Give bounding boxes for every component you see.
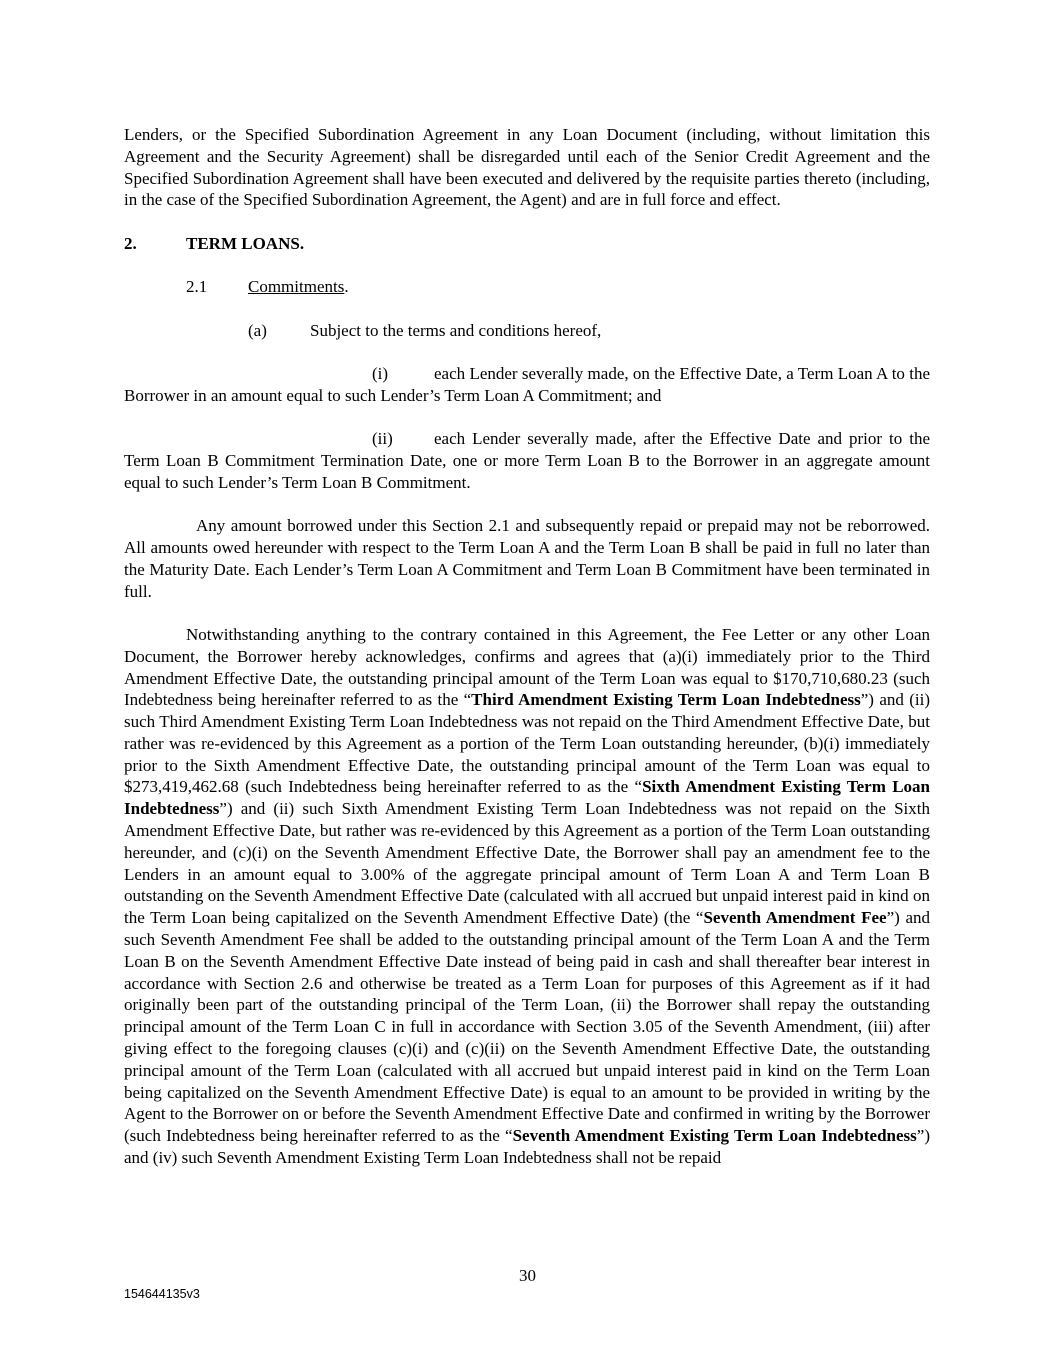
- clause-ii: [124, 428, 930, 493]
- clause-a-text: Subject to the terms and conditions hereof,: [310, 320, 602, 340]
- defined-term-seventh-amendment-indebtedness: Seventh Amendment Existing Term Loan Indebtedness: [512, 1126, 917, 1146]
- subsection-heading: [186, 276, 930, 298]
- clause-a: [248, 320, 930, 342]
- notwithstanding-text-1: Notwithstanding anything to the contrary contained in this Agreement, the Fee Letter or any other Loan Document, the Borrower hereby acknowledges, confirms and agrees that (a)(i) immediately prior to the Third Amendment Effective Date, the outstanding principal amount of the Term Loan was equal to $170,710,680.23 (such Indebtedness being hereinafter referred to as the “: [124, 624, 930, 710]
- continuation-paragraph: Lenders, or the Specified Subordination Agreement in any Loan Document (including, without limitation this Agreement and the Security Agreement) shall be disregarded until each of the Senior Credit Agreement and the Specified Subordination Agreement shall have been executed and delivered by the requisite parties thereto (including, in the case of the Specified Subordination Agreement, the Agent) and are in full force and effect.: [124, 125, 930, 210]
- clause-i-text: each Lender severally made, on the Effective Date, a Term Loan A to the Borrower in an amount equal to such Lender’s Term Loan A Commitment; and: [124, 363, 930, 405]
- notwithstanding-paragraph: [124, 624, 930, 1169]
- notwithstanding-text-5: ”) and (iv) such Seventh Amendment Existing Term Loan Indebtedness shall not be repaid: [124, 1126, 931, 1168]
- section-number: 2.: [124, 233, 137, 253]
- subsection-title-suffix: .: [344, 277, 349, 297]
- subsection-title: Commitments: [248, 277, 345, 297]
- clause-ii-text: each Lender severally made, after the Effective Date and prior to the Term Loan B Commitment Termination Date, one or more Term Loan B to the Borrower in an aggregate amount equal to such Lender’s Term Loan B Commitment.: [124, 429, 930, 492]
- clause-i-label: (i): [372, 363, 389, 383]
- notwithstanding-text-4: ”) and such Seventh Amendment Fee shall be added to the outstanding principal amount of the Term Loan A and the Term Loan B on the Seventh Amendment Effective Date instead of being paid in cash and shall thereafter bear interest in accordance with Section 2.6 and otherwise be treated as a Term Loan for purposes of this Agreement as if it had originally been part of the outstanding principal of the Term Loan, (ii) the Borrower shall repay the outstanding principal amount of the Term Loan C in full in accordance with Section 3.05 of the Seventh Amendment, (iii) after giving effect to the foregoing clauses (c)(i) and (c)(ii) on the Seventh Amendment Effective Date, the outstanding principal amount of the Term Loan (calculated with all accrued but unpaid interest paid in kind on the Term Loan being capitalized on the Seventh Amendment Effective Date) is equal to an amount to be provided in writing by the Agent to the Borrower on or before the Seventh Amendment Effective Date and confirmed in writing by the Borrower (such Indebtedness being hereinafter referred to as the “: [124, 908, 930, 1146]
- defined-term-sixth-amendment: Sixth Amendment Existing Term Loan Indebtedness: [124, 777, 930, 819]
- clause-i: [124, 363, 930, 407]
- subsection-number: 2.1: [186, 277, 208, 297]
- page-number: 30: [519, 1266, 536, 1285]
- section-heading: [124, 233, 930, 255]
- clause-a-label: (a): [248, 320, 267, 340]
- notwithstanding-text-3: ”) and (ii) such Sixth Amendment Existing Term Loan Indebtedness was not repaid on the Sixth Amendment Effective Date, but rather was re-evidenced by this Agreement as a portion of the Term Loan outstanding hereunder, and (c)(i) on the Seventh Amendment Effective Date, the Borrower shall pay an amendment fee to the Lenders in an amount equal to 3.00% of the aggregate principal amount of Term Loan A and Term Loan B outstanding on the Seventh Amendment Effective Date (calculated with all accrued but unpaid interest paid in kind on the Term Loan being capitalized on the Seventh Amendment Effective Date) (the “: [124, 799, 930, 928]
- document-page: [124, 124, 930, 1190]
- defined-term-seventh-amendment-fee: Seventh Amendment Fee: [703, 908, 887, 928]
- document-id: 154644135v3: [124, 1287, 200, 1301]
- section-title: TERM LOANS.: [186, 233, 305, 253]
- notwithstanding-text-2: ”) and (ii) such Third Amendment Existing Term Loan Indebtedness was not repaid on the Third Amendment Effective Date, but rather was re-evidenced by this Agreement as a portion of the Term Loan outstanding hereunder, (b)(i) immediately prior to the Sixth Amendment Effective Date, the outstanding principal amount of the Term Loan was equal to $273,419,462.68 (such Indebtedness being hereinafter referred to as the “: [124, 690, 930, 797]
- defined-term-third-amendment: Third Amendment Existing Term Loan Indebtedness: [471, 690, 861, 710]
- any-amount-paragraph: Any amount borrowed under this Section 2.1 and subsequently repaid or prepaid may not be reborrowed. All amounts owed hereunder with respect to the Term Loan A and the Term Loan B shall be paid in full no later than the Maturity Date. Each Lender’s Term Loan A Commitment and Term Loan B Commitment have been terminated in full.: [124, 516, 930, 601]
- clause-ii-label: (ii): [372, 429, 393, 449]
